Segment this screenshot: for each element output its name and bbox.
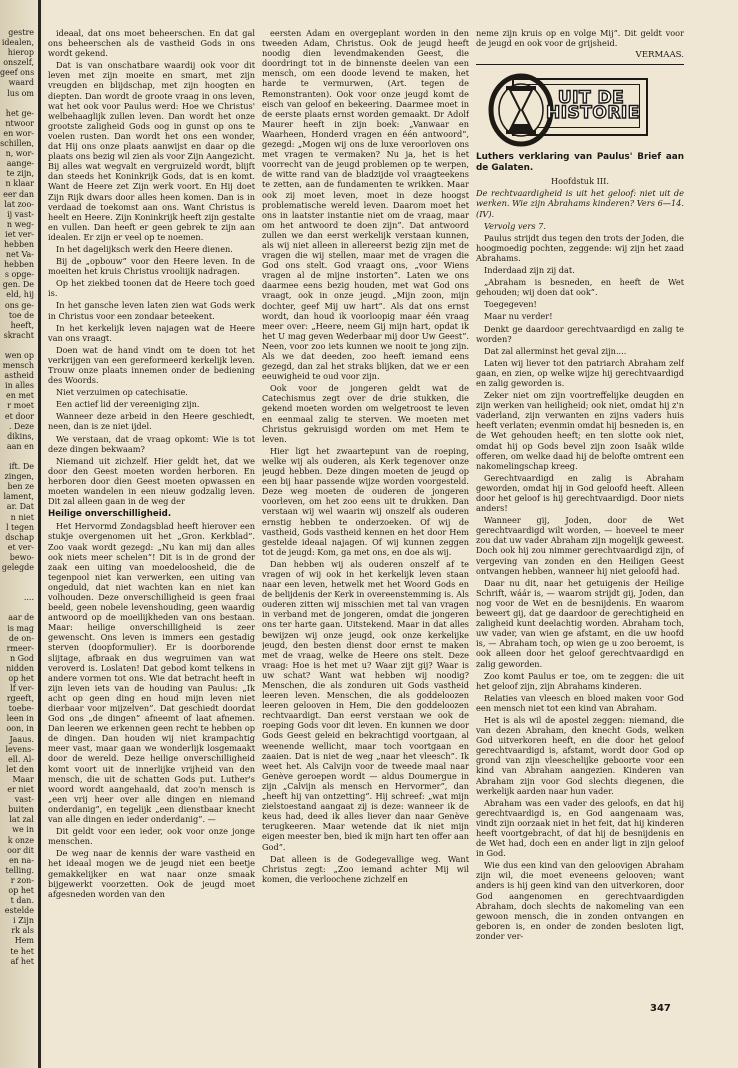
left-page-fragment: net Va- (5, 250, 34, 260)
paragraph: We verstaan, dat de vraag opkomt: Wie is tot deze dingen bekwaam? (48, 433, 255, 454)
left-page-fragment: Hem (14, 936, 34, 946)
left-page-fragment: .... (23, 593, 34, 603)
author-signature: VERMAAS. (635, 50, 684, 61)
paragraph: Doen wat de hand vindt om te doen tot het verkrijgen van een gereformeerd kerkelijk leven. Trouw onze plaats innemen onder de bediening des Woords. (48, 344, 255, 386)
column-3 (476, 28, 684, 1038)
article-title: Luthers verklaring van Paulus' Brief aan de Galaten. (476, 152, 684, 174)
left-page-fragment: r zon- (10, 875, 34, 885)
left-page-fragment: in alles (5, 381, 34, 391)
paragraph: Dat is van onschatbare waardij ook voor dit leven met zijn moeite en smart, met zijn vreugden en blijdschap, met zijn hoogten en diepten. Dan wordt de groote vraag in ons leven, wat het ook voor Paulus werd: Hoe we Christus' welbehaaglijk zullen leven. Dan wordt het onze grootste zaligheid Gods oog in gunst op ons te voelen rusten. Dan wordt het ons een wonder, dat Hij ons onze plaats aanwijst en daar op die plaats ons bezig wil zien als voor Zijn Aangezicht. Bij alles wat wegvalt en vergruizeld wordt, blijft dan steeds het Koninkrijk Gods, dat is en komt. Want de Heere zet Zijn werk voort. En Hij doet Zijn Rijk dwars door alles heen komen. Dan is in verdaad de toekomst aan ons. Want Christus is heelt en Heere. Zijn Koninkrijk heeft zijn gestalte en vullen. Dan heeft er geen gebrek te zijn aan idealen. Er zijn er veel op te noemen. (48, 60, 255, 242)
paragraph: Gerechtvaardigd en zalig is Abraham geworden, omdat hij in God geloofd heeft. Alleen door het geloof is hij gerechtvaardigd. Door niets anders! (476, 472, 684, 514)
column-1-body-2 (48, 521, 255, 898)
left-page-fragment (0, 99, 34, 109)
logo-title: UIT DE HISTORIE (546, 88, 640, 124)
left-page-fragment: mensch (2, 361, 34, 371)
left-page-fragment: dikins, (7, 431, 34, 441)
left-page-fragment: iet ver- (5, 229, 34, 239)
paragraph: Op het ziekbed toonen dat de Heere toch goed is. (48, 278, 255, 299)
paragraph: Een actief lid der vereeniging zijn. (56, 399, 200, 410)
left-page-fragment: en wor- (3, 128, 34, 138)
paragraph: Daar nu dit, naar het getuigenis der Heilige Schrift, wáár is, — waarom strijdt gij, Joden, dan nog voor de Wet en de besnijdenis. En waarom beweert gij, dat ge daardoor de gerechtigheid en zaligheid kunt deelachtig worden. Abraham toch, uw vader, van wien ge afstamt, en die uw hoofd is, — Abraham toch, op wien ge u zoo beroemt, is ook alleen door het geloof gerechtvaardigd en zalig geworden. (476, 577, 684, 669)
article-lead-number: (IV). (476, 208, 495, 219)
left-page-fragment: vast- (14, 795, 34, 805)
left-page-fragment: aar de (8, 613, 34, 623)
left-page-fragment: te zijn, (6, 169, 34, 179)
left-page-fragment: telling. (5, 865, 34, 875)
left-page-fragment: ntwoor (5, 118, 34, 128)
paragraph: Hier ligt het zwaartepunt van de roeping, welke wij als ouderen, als Kerk tegenover onze jeugd hebben. Deze dingen moeten de jeugd op een bij haar passende wijze worden voorgesteld. Deze weg moeten de ouderen de jongeren voorleven, om het zoo eens uit te drukken. Dan verstaan wij wel waarin wij onszelf als ouderen ernstig hebben te onderzoeken. Of wij de vastheid, Gods vastheid kennen en het door Hem gestelde ideaal najagen. Of wij kunnen zeggen tot de jeugd: Kom, ga met ons, en doe als wij. (262, 445, 469, 557)
left-page-fragment: n niet (10, 512, 34, 522)
paragraph: Relaties van vleesch en bloed maken voor God een mensch niet tot een kind van Abraham. (476, 692, 684, 713)
left-page-fragment: n God (9, 653, 34, 663)
section-heading: Heilige onverschilligheid. (48, 509, 172, 520)
left-page-fragment: astheid (4, 371, 34, 381)
left-page-fragment: gelegde (1, 562, 34, 572)
left-page-fragment: bewo- (9, 552, 34, 562)
paragraph: In het kerkelijk leven najagen wat de Heere van ons vraagt. (48, 322, 255, 343)
left-page-fragment: oor dit (7, 845, 34, 855)
left-page-fragment: lat zal (9, 815, 34, 825)
left-page-fragment: heeft, (10, 320, 34, 330)
paragraph: Zeker niet om zijn voortreffelijke deugden en zijn werken van heiligheid; ook niet, omdat hij z'n vaderland, zijn verwanten en zijns vaders huis heeft verlaten; evenmin omdat hij besneden is, en de Wet gehouden heeft; en ten slotte ook niet, omdat hij op Gods bevel zijn zoon Isaäk wilde offeren, om welke daad hij de belofte omtrent een nakomelingschap kreeg. (476, 390, 684, 471)
paragraph: In het gansche leven laten zien wat Gods werk in Christus voor een zondaar beteekent. (48, 300, 255, 321)
left-page-fragment: s opge- (4, 270, 34, 280)
left-page-fragment: lus om (7, 88, 34, 98)
left-page-fragment: gen. De (2, 280, 34, 290)
left-page-fragment: estelde (4, 906, 34, 916)
left-page-fragment: n klaar (5, 179, 34, 189)
left-page-fragment: . Deze (8, 421, 34, 431)
column-1-body (48, 28, 255, 506)
left-page-fragment: zingen, (4, 472, 34, 482)
left-page-fragment (0, 583, 34, 593)
article-end-text: neme zijn kruis op en volge Mij”. Dit geldt voor de jeugd en ook voor de grijsheid. (476, 28, 684, 49)
left-page-fragment: toe de (8, 310, 34, 320)
paragraph: Het Hervormd Zondagsblad heeft hierover een stukje overgenomen uit het „Gron. Kerkblad”. Zoo vaak wordt gezegd: „Nu kan mij dan alles ook niets meer schelen”! Dit is in de grond der zaak een uiting van moedeloosheid, die de tegenpool niet kan verwerken, een uiting van ongeduld, dat niet wachten kan en niet kan volhouden. Deze onverschilligheid is geen fraai beeld, geen nobele levenshouding, geen waardig antwoord op de moeilijkheden van ons bestaan. Maar: heilige onverschilligheid is zeer gewenscht. Ons leven is immers een gestadig sterven (doopformulier). Er is doorborende slijtage, afbraak en dus wegruimen van wat veroverd is. Loslaten! Dat gebod komt telkens in andere vormen tot ons. Wie dat betracht heeft in zijn leven iets van de houding van Paulus: „Ik acht op geen ding en houd mijn leven niet dierbaar voor mijzelven”. Dat geschiedt doordat God ons „de dingen” afneemt of laat afnemen. Dan leeren we erkennen geen recht te hebben op de dingen. Dan houden wij niet krampachtig meer vast, maar gaan we wonderlijk losgemaakt door de wereld. Deze heilige onverschilligheid komt voort uit de innerlijke vrijheid van den mensch, die uit de schatten Gods put. Luther's woord wordt aangehaald, dat zoo'n mensch is „een vrij heer over alle dingen en niemand onderdanig”, en tegelijk „een dienstbaar knecht van alle dingen en ieder onderdanig”. — (48, 521, 255, 825)
left-page-fragment: buiten (8, 805, 34, 815)
article-lead (476, 188, 684, 218)
left-page-fragment: is mag (7, 623, 34, 633)
left-page-fragment: eer dan (3, 189, 34, 199)
paragraph: Wanneer gij, Joden, door de Wet gerechtvaardigd wilt worden, — hoeveel te meer zou dat uw vader Abraham zijn mogelijk geweest. Doch ook hij zou nimmer gerechtvaardigd zijn, of vergeving van zonden en den Heiligen Geest ontvangen hebben, wanneer hij niet geloofd had. (476, 515, 684, 576)
left-page-fragment: ift. De (9, 462, 34, 472)
left-page-fragment: schillen, (0, 139, 34, 149)
left-page-fragment: en met (6, 391, 34, 401)
column-2-body (262, 28, 469, 884)
left-page-fragment: ar. Dat (6, 502, 34, 512)
paragraph: „Abraham is besneden, en heeft de Wet gehouden; wij doen dat ook”. (476, 277, 684, 298)
article-lead-text: De rechtvaardigheid is uit het geloof: niet uit de werken. Wie zijn Abrahams kinderen? Vers 6—14. (476, 188, 684, 209)
left-page-fragment: idealen, (1, 38, 34, 48)
divider-rule (476, 64, 684, 65)
left-page-fragment: skracht (3, 330, 34, 340)
left-page-fragment: hierop (7, 48, 34, 58)
left-page-fragment: en na- (8, 855, 34, 865)
left-page-fragment: t dan. (10, 896, 34, 906)
left-page-fragment: rmeer- (6, 643, 34, 653)
left-page-fragment: et ver- (7, 542, 34, 552)
left-page-fragment: eld, hij (6, 290, 34, 300)
left-page-fragment: er niet (7, 785, 34, 795)
left-page-fragment (0, 573, 34, 583)
column-2 (262, 28, 469, 1038)
left-page-fragment: dschap (5, 532, 34, 542)
paragraph: In het dagelijksch werk den Heere dienen. (56, 243, 233, 254)
left-page-fragment: lament, (3, 492, 34, 502)
left-page-fragment: et door (4, 411, 34, 421)
left-page-fragment: l tegen (5, 522, 34, 532)
paragraph: De weg naar de kennis der ware vastheid en het ideaal mogen we de jeugd niet een beetje gemakkelijker en wat naar onze smaak bijgewerkt voorzetten. Ook de jeugd moet afgesneden worden van den (48, 848, 255, 899)
left-page-fragment: rgeeft, (6, 694, 34, 704)
left-page-fragment: hebben (3, 239, 34, 249)
paragraph: eersten Adam en overgeplant worden in den tweeden Adam, Christus. Ook de jeugd heeft noodig dien levendmakenden Geest, die doordringt tot in de binnenste deelen van een mensch, om een doode levend te maken, het harde te vermurwen, (Art. tegen de Remonstranten). Ook voor onze jeugd komt de eisch van geloof en bekeering. Daarmee moet in de eerste plaats ernst worden gemaakt. Dr Adolf Maurer heeft in zijn boek: „Vanwaar en Waarheen, Honderd vragen en één antwoord”, gezegd: „Mogen wij ons de luxe veroorloven ons met vragen te vermaken? Nu ja, het is het voorrecht van de jeugd problemen op te werpen, de witte rand van de bladzijde vol vraagteekens te zetten, aan de fundamenten te wrikken. Maar ook zij moet leven, moet in deze hoogst problematische wereld leven. Daarom moet het ons in laatster instantie niet om de vraag, maar om het antwoord te doen zijn”. Dat antwoord zullen we dan eerst werkelijk verstaan kunnen, als wij niet alleen in allereerst bezig zijn met de vragen die wij stellen, maar met de vragen die God ons stelt. God vraagt ons, „voor Wiens vragen al de mijne instorten”. Laten we ons daarmee eens bezig houden, met wat God ons vraagt, ook in onze jeugd. „Mijn zoon, mijn dochter, geef Mij uw hart”. Als dat ons ernst wordt, dan houd ik voorloopig maar één vraag meer over: „Heere, neem Gij mijn hart, opdat ik het U mag geven Wederbaar mij door Uw Geest”. Neen, voor zoo iets kunnen we nooit te jong zijn. Als we dat deeden, zoo heeft iemand eens gezegd, dan zal het straks blijken, dat we er een eeuwigheid te oud voor zijn. (262, 28, 469, 382)
left-page-fragment: de on- (8, 633, 34, 643)
paragraph: Abraham was een vader des geloofs, en dat hij gerechtvaardigd is, en God aangenaam was, vindt zijn oorzaak niet in het feit, dat hij kinderen heeft voortgebracht, of dat hij de besnijdenis en de Wet had, doch een en ander ligt in zijn geloof in God. (476, 797, 684, 859)
left-page-fragment: op het (8, 885, 34, 895)
left-page-fragment: ons ge- (4, 300, 34, 310)
left-page-fragment: n weg- (6, 219, 34, 229)
left-page-fragment: Maar (12, 774, 34, 784)
left-page-fragment: nidden (6, 663, 34, 673)
column-3-body (476, 233, 684, 941)
column-1 (48, 28, 255, 1038)
left-page-fragment: n, wor- (5, 149, 34, 159)
left-page-fragment: aan en (6, 441, 34, 451)
uit-de-historie-logo (476, 70, 682, 148)
left-page-fragment: oon, in (6, 724, 34, 734)
left-page-fragment: lf ver- (10, 684, 34, 694)
paragraph: Zoo komt Paulus er toe, om te zeggen: die uit het geloof zijn, zijn Abrahams kinderen. (476, 670, 684, 691)
left-page-fragment: k onze (7, 835, 34, 845)
page-number: 347 (650, 1003, 671, 1014)
paragraph: ideaal, dat ons moet beheerschen. En dat gal ons beheerschen als de vastheid Gods in ons wordt gekend. (48, 28, 255, 59)
paragraph: Maar nu verder! (484, 311, 553, 322)
left-page-fragment: waard (8, 78, 34, 88)
left-page-fragment: het ge- (5, 108, 34, 118)
left-page-fragment: op het (8, 674, 34, 683)
paragraph: Niet verzuimen op catechisatie. (56, 387, 188, 398)
paragraph: Ook voor de jongeren geldt wat de Catechismus zegt over de drie stukken, die gekend moeten worden om welgetroost te leven en eenmaal zalig te sterven. We moeten met Christus gekruisigd worden om met Hem te leven. (262, 383, 469, 444)
left-page-fragment: levens- (5, 744, 34, 754)
paragraph: Bij de „opbouw” voor den Heere leven. In de moeiten het kruis Christus vrooliijk nadragen. (48, 256, 255, 277)
paragraph: Laten wij liever tot den patriarch Abraham zelf gaan, en zien, op welke wijze hij gerechtvaardigd en zalig geworden is. (476, 357, 684, 388)
left-page-fragment: we in (12, 825, 34, 835)
left-page-fragment (0, 341, 34, 351)
left-page-fragment: onszelf, (3, 58, 34, 68)
left-page-fragment: ell. Al- (8, 754, 34, 764)
left-page-fragment: toebe- (8, 704, 34, 714)
left-page-fragment: lat zoo- (4, 199, 34, 209)
chapter-heading: Hoofdstuk III. (551, 176, 609, 187)
paragraph: Wanneer deze arbeid in den Heere geschiedt, neen, dan is ze niet ijdel. (48, 411, 255, 432)
paragraph: Toegegeven! (484, 299, 537, 310)
continued-note: Vervolg vers 7. (484, 220, 546, 231)
left-page-fragment: leen in (6, 714, 34, 724)
left-page-fragment: te het (10, 946, 34, 956)
left-page-fragment: Jaaus. (9, 734, 34, 744)
left-page-fragment: i Zijn (13, 916, 34, 926)
left-page-fragment: aange- (6, 159, 34, 169)
left-page-fragment: hebben (3, 260, 34, 270)
left-page-fragment (0, 603, 34, 613)
paragraph: Wie dus een kind van den geloovigen Abraham zijn wil, die moet eveneens gelooven; want anders is hij geen kind van den uitverkoren, door God aangenomen en gerechtvaardigden Abraham, doch slechts de nakomeling van een gewoon mensch, die in zonden ontvangen en geboren is, en onder de zonden besloten ligt, zonder ver- (476, 860, 684, 941)
left-page-fragment: ben ze (7, 482, 34, 492)
paragraph: Dat zal allerminst het geval zijn.... (484, 345, 627, 356)
left-page-fragment (0, 452, 34, 462)
paragraph: Niemand uit zichzelf. Hier geldt het, dat we door den Geest moeten worden herboren. En herboren door dien Geest moeten opwassen en moeten wandelen in een nieuw godzalig leven. Dit zal alleen gaan in de weg der (48, 455, 255, 507)
left-page-fragment: gestre (8, 28, 34, 37)
left-page-fragment: let den (5, 764, 34, 774)
paragraph: Inderdaad zijn zij dat. (484, 265, 575, 276)
paragraph: Denkt ge daardoor gerechtvaardigd en zalig te worden? (476, 323, 684, 344)
paragraph: Dat alleen is de Godegevallige weg. Want Christus zegt: „Zoo iemand achter Mij wil komen, die verloochene zichzelf en (262, 853, 469, 884)
paragraph: Dan hebben wij als ouderen onszelf af te vragen of wij ook in het kerkelijk leven staan naar een leven, hetwelk met het Woord Gods en de belijdenis der Kerk in overeenstemming is. Als ouderen zitten wij misschien met tal van vragen in verband met de jongeren, omdat die jongeren ons ter harte gaan. Uitstekend. Maar in dat alles bewijzen wij onze jeugd, ook onze kerkelijke jeugd, den besten dienst door ernst te maken met de vraag, welke de Heere ons stelt. Deze vraag: Hoe is het met u? Waar zijt gij? Waar is uw schat? Want wat hebben wij noodig? Menschen, die als zonduren uit Gods vastheid leeren leven. Menschen, die als goddeloozen leeren gelooven in Hem, Die den goddeloozen rechtvaardigt. Dan eerst verstaan we ook de roeping Gods voor dit leven. En kunnen we door Gods Geest geleid en bekrachtigd voortgaan, al weenende wellicht, maar toch voortgaan en zaaien. Dat is niet de weg „naar het vleesch”. Ik weet het. Als Calvijn voor de tweede maal naar Genève geroepen wordt — aldus Doumergue in zijn „Calvijn als mensch en Hervormer”, dan „heeft hij van ontzetting”. Hij schreef: „wat mijn zielstoestand aangaat zij is deze: wanneer ik de keus had, deed ik alles liever dan naar Genève terugkeeren. Maar wetende dat ik niet mijn eigen meester ben, bied ik mijn hart ten offer aan God”. (262, 558, 469, 852)
page-gutter (38, 0, 41, 1068)
left-page-fragment: geef ons (0, 68, 34, 78)
paragraph: Dit geldt voor een ieder, ook voor onze jonge menschen. (48, 826, 255, 847)
left-page-fragment-column (0, 28, 34, 967)
paragraph: Paulus strijdt dus tegen den trots der Joden, die hoogmoedig pochten, zeggende: wij zijn het zaad Abrahams. (476, 232, 684, 263)
left-page-fragment: rk als (11, 926, 34, 936)
left-page-fragment: af het (10, 956, 34, 966)
left-page-fragment: ij vast- (7, 209, 34, 219)
left-page-fragment: r moet (7, 401, 34, 411)
left-page-fragment: wen op (4, 351, 34, 360)
paragraph: Het is als wil de apostel zeggen: niemand, die van dezen Abraham, den knecht Gods, welken God uitverkoren heeft, en die door het geloof gerechtvaardigd is, afstamt, wordt door God op grond van zijn vleeschelijke geboorte voor een kind van Abraham aangezien. Kinderen van Abraham zijn voor God slechts diegenen, die werkelijk aarden naar hun vader. (476, 714, 684, 796)
